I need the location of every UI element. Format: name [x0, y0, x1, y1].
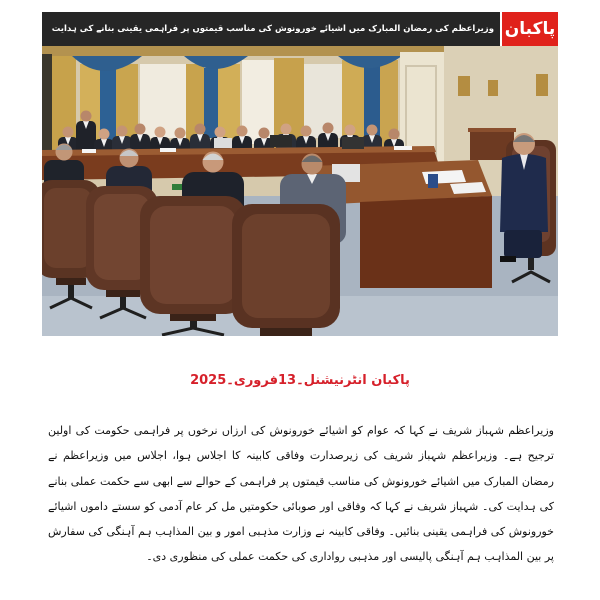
chair-seat — [170, 314, 216, 321]
desk-phone — [428, 174, 438, 188]
cabinet-meeting-photo — [42, 46, 558, 336]
dateline: پاکبان انٹرنیشنل۔13فروری۔2025 — [190, 373, 410, 388]
table-front-panel — [360, 196, 492, 288]
attendee-head — [281, 124, 292, 135]
laptop — [214, 138, 232, 148]
chair-seat — [56, 278, 86, 285]
brand-logo — [500, 12, 558, 46]
chair-seat — [260, 328, 312, 336]
attendee-head — [135, 124, 146, 135]
attendee-head — [81, 111, 92, 122]
attendee-head — [215, 127, 226, 138]
prime-minister-legs — [504, 230, 542, 258]
attendee-head — [117, 126, 128, 137]
attendee-head — [345, 125, 356, 136]
headline: وزیراعظم کی رمضان المبارک میں اشیائے خورونوش کی مناسب قیمتوں پر فراہمی یقینی بنانے کی ہدایت — [51, 24, 494, 34]
chair-pole — [528, 256, 534, 270]
monitor — [342, 137, 364, 149]
attendee-head — [195, 124, 206, 135]
brand-logo-text: پاکبان — [504, 19, 556, 39]
picture-frame — [536, 74, 548, 96]
chair-cushion — [44, 188, 92, 268]
attendee-head — [155, 127, 166, 138]
picture-frame — [458, 76, 470, 96]
attendee-head — [63, 127, 74, 138]
chair-cushion — [242, 214, 330, 318]
chair-seat — [106, 290, 140, 297]
papers — [394, 146, 412, 150]
papers — [82, 149, 96, 153]
attendee-head — [301, 126, 312, 137]
attendee-head — [175, 128, 186, 139]
attendee-head — [323, 123, 334, 134]
attendee-head — [389, 129, 400, 140]
ceiling-trim — [42, 46, 444, 56]
attendee-head — [99, 129, 110, 140]
curtain-drape-blue — [204, 68, 218, 138]
papers — [160, 148, 176, 152]
attendee-head — [367, 125, 378, 136]
headline-bar — [42, 12, 558, 46]
prime-minister-shoes — [500, 256, 516, 262]
chair-cushion — [150, 206, 236, 304]
article-body: وزیراعظم شہباز شریف نے کہا کہ عوام کو اشیائے خورونوش کی ارزاں نرخوں پر فراہمی حکومت کی اولین ترجیح ہے۔ وزیراعظم شہباز شریف کی زیرصدارت وفاقی کابینہ کا اجلاس ہوا، اجلاس میں وزیراعظم نے رمضان المبارک میں اشیائے خورونوش کی مناسب قیمتوں پر فراہمی کے حوالے سے ابھی سے حکمت عملی بنانے کی ہدایت کی۔ شہباز شریف نے کہا کہ وفاقی اور صوبائی حکومتیں مل کر عام آدمی کو سستے داموں اشیائے خورونوش کی فراہمی یقینی بنائیں۔ وفاقی کابینہ نے وزارت مذہبی امور و بین المذاہب ہم آہنگی کی سفارش پر بین المذاہب ہم آہنگی پالیسی اور مذہبی رواداری کی حکمت عملی کی منظوری دی۔ — [48, 424, 554, 564]
attendee-head — [237, 126, 248, 137]
window-panel — [140, 64, 186, 138]
cabinet-top — [468, 128, 516, 132]
monitor — [270, 135, 292, 147]
attendee-head — [259, 128, 270, 139]
picture-frame — [488, 80, 498, 96]
papers — [450, 182, 486, 194]
